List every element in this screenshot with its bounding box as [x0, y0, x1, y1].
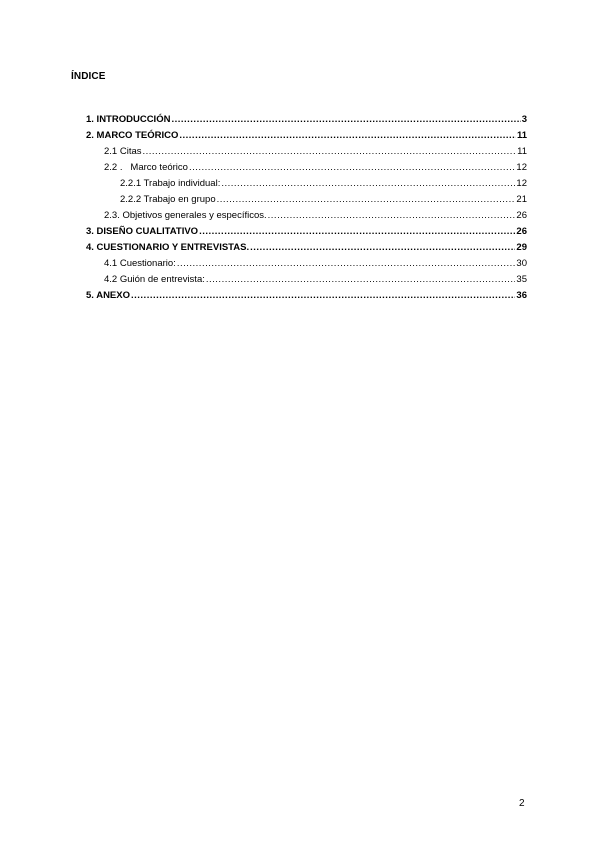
toc-entry-page: 36 — [516, 290, 527, 301]
toc-entry[interactable] — [86, 176, 527, 192]
toc-entry[interactable] — [86, 272, 527, 288]
toc-entry[interactable] — [86, 240, 527, 256]
toc-entry-page: 3 — [521, 114, 527, 125]
toc-entry[interactable] — [86, 288, 527, 304]
toc-entry-page: 35 — [516, 274, 527, 285]
dot-leader — [189, 160, 515, 176]
toc-entry-label: 2. MARCO TEÓRICO — [86, 130, 179, 141]
toc-entry-label: 2.3. Objetivos generales y específicos. — [104, 210, 267, 221]
page-number: 2 — [519, 798, 525, 809]
dot-leader — [206, 272, 516, 288]
toc-entry[interactable] — [86, 208, 527, 224]
toc-entry-label: 1. INTRODUCCIÓN — [86, 114, 171, 125]
toc-entry-page: 29 — [516, 242, 527, 253]
dot-leader — [250, 240, 515, 256]
toc-entry-label: 5. ANEXO — [86, 290, 130, 301]
toc-entry-label: 3. DISEÑO CUALITATIVO — [86, 226, 199, 237]
dot-leader — [179, 128, 516, 144]
table-of-contents — [86, 112, 527, 304]
dot-leader — [131, 288, 515, 304]
toc-entry[interactable] — [86, 224, 527, 240]
toc-entry[interactable] — [86, 192, 527, 208]
toc-entry-page: 21 — [516, 194, 527, 205]
toc-entry-page: 30 — [516, 258, 527, 269]
toc-entry-label: 4.1 Cuestionario: — [104, 258, 176, 269]
toc-entry-page: 12 — [516, 178, 527, 189]
toc-entry-label: 2.2 . Marco teórico — [104, 162, 188, 173]
toc-entry-label: 4. CUESTIONARIO Y ENTREVISTAS. — [86, 242, 250, 253]
toc-entry-page: 12 — [516, 162, 527, 173]
toc-entry[interactable] — [86, 256, 527, 272]
toc-entry[interactable] — [86, 128, 527, 144]
toc-entry-page: 11 — [517, 146, 527, 157]
toc-entry-label: 2.2.2 Trabajo en grupo — [120, 194, 216, 205]
dot-leader — [199, 224, 515, 240]
toc-entry-page: 26 — [516, 210, 527, 221]
toc-entry-page: 26 — [516, 226, 527, 237]
dot-leader — [268, 208, 516, 224]
dot-leader — [143, 144, 517, 160]
toc-entry-label: 2.2.1 Trabajo individual: — [120, 178, 221, 189]
toc-entry-label: 4.2 Guión de entrevista: — [104, 274, 205, 285]
page-title: ÍNDICE — [71, 71, 106, 82]
dot-leader — [221, 176, 515, 192]
dot-leader — [177, 256, 516, 272]
toc-entry[interactable] — [86, 112, 527, 128]
toc-entry[interactable] — [86, 144, 527, 160]
toc-entry[interactable] — [86, 160, 527, 176]
toc-entry-page: 11 — [516, 130, 527, 141]
dot-leader — [217, 192, 516, 208]
toc-entry-label: 2.1 Citas — [104, 146, 142, 157]
dot-leader — [171, 112, 520, 128]
